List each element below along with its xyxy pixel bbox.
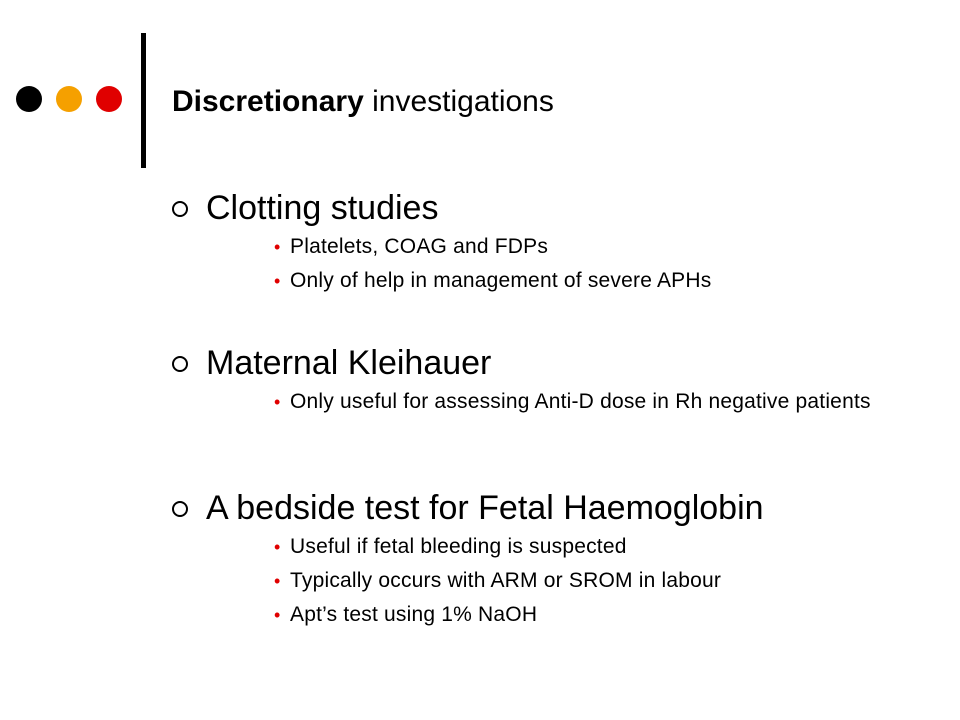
red-bullet-icon: •: [274, 271, 281, 291]
section-heading-text: Clotting studies: [206, 189, 439, 227]
slide-title-rest: investigations: [372, 85, 554, 118]
black-dot-icon: [16, 86, 42, 112]
list-item-text: Only useful for assessing Anti-D dose in Rh negative patients: [290, 390, 871, 413]
red-bullet-icon: •: [274, 392, 281, 412]
hollow-circle-bullet-icon: [172, 501, 188, 517]
section-heading: [172, 341, 932, 385]
list-item-text: Useful if fetal bleeding is suspected: [290, 535, 627, 558]
list-item: [274, 535, 932, 558]
red-bullet-icon: •: [274, 237, 281, 257]
hollow-circle-bullet-icon: [172, 356, 188, 372]
section-heading-text: A bedside test for Fetal Haemoglobin: [206, 489, 764, 527]
list-item-text: Apt’s test using 1% NaOH: [290, 603, 538, 626]
slide-title-bold: Discretionary: [172, 85, 364, 118]
sub-list: [172, 236, 932, 292]
slide-title: [172, 82, 554, 122]
section-maternal-kleihauer: [172, 341, 932, 425]
red-bullet-icon: •: [274, 537, 281, 557]
list-item-text: Typically occurs with ARM or SROM in labour: [290, 569, 722, 592]
list-item-text: Platelets, COAG and FDPs: [290, 235, 549, 258]
sub-list: [172, 391, 890, 413]
hollow-circle-bullet-icon: [172, 201, 188, 217]
sub-list: [172, 536, 932, 626]
list-item: [274, 569, 932, 592]
red-bullet-icon: •: [274, 605, 281, 625]
red-bullet-icon: •: [274, 571, 281, 591]
list-item: [274, 235, 932, 258]
list-item: [274, 269, 932, 292]
section-clotting-studies: [172, 186, 932, 304]
orange-dot-icon: [56, 86, 82, 112]
list-item: [274, 603, 932, 626]
list-item-text: Only of help in management of severe APHs: [290, 269, 712, 292]
section-heading: [172, 486, 932, 530]
title-divider: [141, 33, 146, 168]
section-fetal-haemoglobin: [172, 486, 932, 638]
section-heading: [172, 186, 932, 230]
section-heading-text: Maternal Kleihauer: [206, 344, 492, 382]
list-item: [274, 390, 890, 413]
decorative-dots: [16, 86, 128, 116]
red-dot-icon: [96, 86, 122, 112]
